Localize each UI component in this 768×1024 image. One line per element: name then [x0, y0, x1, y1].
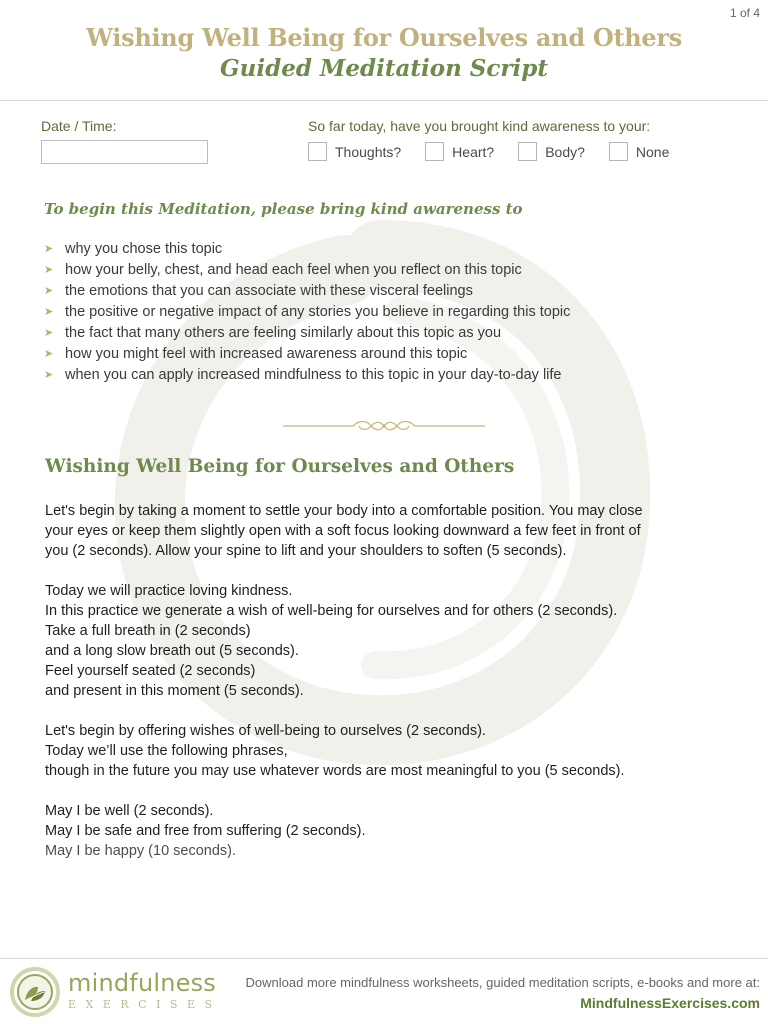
list-item-text: the emotions that you can associate with these visceral feelings — [65, 282, 473, 299]
script-line: you (2 seconds). Allow your spine to lift and your shoulders to soften (5 seconds). — [45, 543, 567, 559]
script-line: May I be safe and free from suffering (2 seconds). — [45, 823, 366, 839]
script-line: Today we’ll use the following phrases, — [45, 743, 288, 759]
list-item — [44, 322, 570, 343]
thoughts-option[interactable] — [308, 142, 401, 161]
arrow-right-icon: ➤ — [44, 264, 54, 276]
none-option[interactable] — [609, 142, 669, 161]
list-item-text: the fact that many others are feeling similarly about this topic as you — [65, 324, 502, 341]
script-line: though in the future you may use whatever words are most meaningful to you (5 seconds). — [45, 763, 625, 779]
footer-download-text: Download more mindfulness worksheets, guided meditation scripts, e-books and more at: — [245, 975, 760, 990]
arrow-right-icon: ➤ — [44, 285, 54, 297]
page-indicator: 1 of 4 — [729, 6, 760, 20]
date-time-input[interactable] — [41, 140, 208, 164]
none-checkbox[interactable] — [609, 142, 628, 161]
arrow-right-icon: ➤ — [44, 348, 54, 360]
script-line: your eyes or keep them slightly open with a soft focus looking downward a few feet in front of — [45, 523, 641, 539]
list-item — [44, 238, 570, 259]
script-line: In this practice we generate a wish of well-being for ourselves and for others (2 seconds). — [45, 603, 618, 619]
page-title: Wishing Well Being for Ourselves and Others — [86, 23, 682, 52]
body-checkbox[interactable] — [518, 142, 537, 161]
arrow-right-icon: ➤ — [44, 327, 54, 339]
list-item-text: how you might feel with increased awareness around this topic — [65, 345, 468, 362]
script-line: Today we will practice loving kindness. — [45, 583, 293, 599]
script-line: Let's begin by taking a moment to settle your body into a comfortable position. You may close — [45, 503, 643, 519]
script-line: May I be happy (10 seconds). — [45, 843, 237, 859]
list-item — [44, 343, 570, 364]
script-paragraph — [45, 801, 735, 861]
none-label: None — [635, 143, 670, 160]
script-paragraph — [45, 581, 735, 701]
heart-option[interactable] — [425, 142, 494, 161]
list-item — [44, 280, 570, 301]
awareness-options — [308, 142, 693, 161]
script-title: Wishing Well Being for Ourselves and Others — [45, 456, 515, 477]
website-link[interactable]: MindfulnessExercises.com — [580, 995, 760, 1011]
script-paragraph — [45, 721, 735, 781]
awareness-list — [44, 238, 570, 385]
heart-checkbox[interactable] — [425, 142, 444, 161]
page-subtitle: Guided Meditation Script — [220, 55, 548, 82]
script-line: May I be well (2 seconds). — [45, 803, 214, 819]
heart-label: Heart? — [452, 143, 495, 160]
list-item — [44, 301, 570, 322]
script-line: Let's begin by offering wishes of well-being to ourselves (2 seconds). — [45, 723, 486, 739]
list-item-text: when you can apply increased mindfulness to this topic in your day-to-day life — [65, 366, 562, 383]
list-item-text: why you chose this topic — [65, 240, 223, 257]
arrow-right-icon: ➤ — [44, 243, 54, 255]
date-time-label: Date / Time: — [41, 118, 117, 134]
body-label: Body? — [545, 143, 585, 160]
thoughts-label: Thoughts? — [335, 143, 402, 160]
list-item — [44, 259, 570, 280]
brand-name: mindfulness — [68, 969, 217, 997]
body-option[interactable] — [518, 142, 585, 161]
thoughts-checkbox[interactable] — [308, 142, 327, 161]
list-item-text: the positive or negative impact of any stories you believe in regarding this topic — [65, 303, 571, 320]
arrow-right-icon: ➤ — [44, 306, 54, 318]
page-header — [0, 22, 768, 84]
list-item-text: how your belly, chest, and head each feel when you reflect on this topic — [65, 261, 522, 278]
script-line: Take a full breath in (2 seconds) — [45, 623, 251, 639]
footer-divider — [0, 958, 768, 959]
footer-promo — [190, 974, 760, 1014]
intro-heading: To begin this Meditation, please bring kind awareness to — [44, 200, 523, 218]
script-line: and present in this moment (5 seconds). — [45, 683, 304, 699]
meditation-script — [45, 501, 735, 881]
list-item — [44, 364, 570, 385]
header-divider — [0, 100, 768, 101]
script-line: Feel yourself seated (2 seconds) — [45, 663, 256, 679]
ornamental-flourish-icon — [283, 418, 485, 434]
brand-subtitle: EXERCISES — [68, 998, 222, 1011]
leaf-circle-logo-icon[interactable] — [8, 966, 64, 1018]
awareness-question: So far today, have you brought kind awareness to your: — [308, 118, 651, 134]
script-paragraph — [45, 501, 735, 561]
script-line: and a long slow breath out (5 seconds). — [45, 643, 299, 659]
arrow-right-icon: ➤ — [44, 369, 54, 381]
